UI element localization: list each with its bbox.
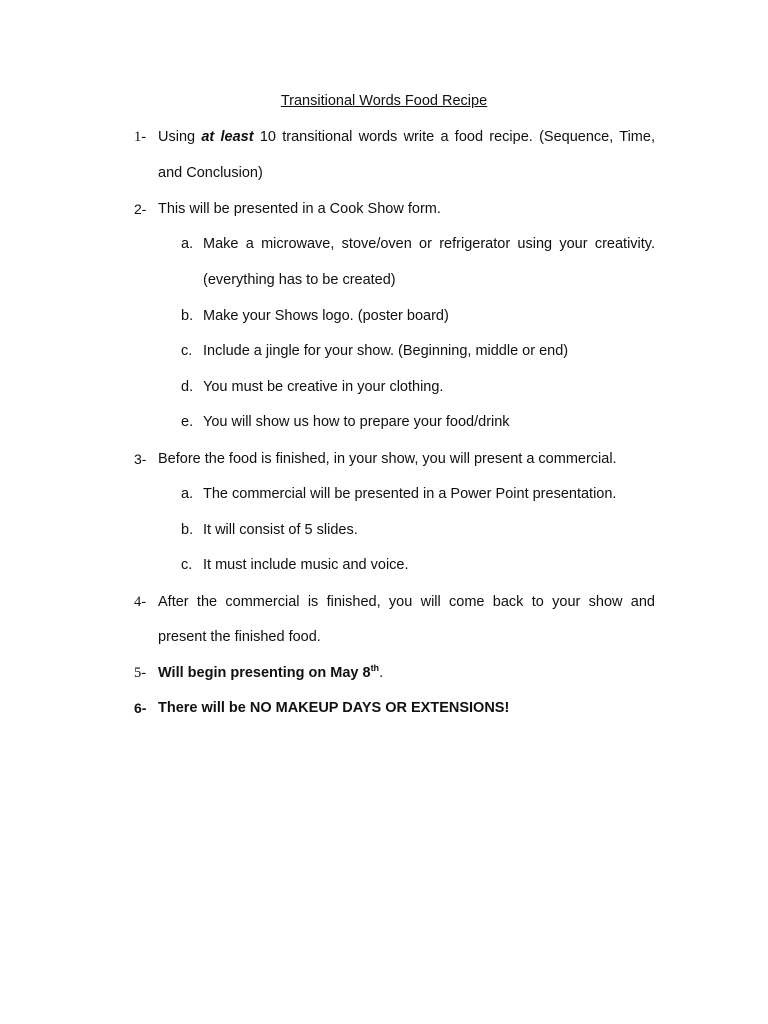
item-text: There will be NO MAKEUP DAYS OR EXTENSIONS! xyxy=(158,700,510,716)
item-number: 2- xyxy=(134,201,147,217)
sub-item-letter: b. xyxy=(181,522,194,538)
item-number: 1- xyxy=(134,129,147,145)
item-text-continuation: and Conclusion) xyxy=(158,165,263,181)
item-text: Before the food is finished, in your show, you will present a commercial. xyxy=(158,451,617,467)
sub-item-text: It must include music and voice. xyxy=(203,557,409,573)
sub-item-text: You will show us how to prepare your food/drink xyxy=(203,414,510,430)
item-superscript: th xyxy=(370,663,380,673)
item-text-part: Will begin presenting on May 8 xyxy=(158,665,371,681)
sub-item-letter: c. xyxy=(181,557,193,573)
item-number: 4- xyxy=(134,594,147,610)
item-text: This will be presented in a Cook Show form. xyxy=(158,201,441,217)
sub-item-letter: c. xyxy=(181,343,193,359)
item-text: After the commercial is finished, you will come back to your show and xyxy=(158,594,655,610)
item-text xyxy=(158,127,655,147)
sub-item-letter: d. xyxy=(181,379,194,395)
sub-item-text: Make a microwave, stove/oven or refrigerator using your creativity. xyxy=(203,236,655,252)
item-emphasis: at least xyxy=(201,129,254,145)
document-title: Transitional Words Food Recipe xyxy=(280,93,488,109)
item-number: 6- xyxy=(134,700,147,716)
item-text-continuation: present the finished food. xyxy=(158,629,321,645)
sub-item-letter: a. xyxy=(181,486,194,502)
item-number: 3- xyxy=(134,451,147,467)
item-text-part: . xyxy=(379,665,384,681)
sub-item-text: It will consist of 5 slides. xyxy=(203,522,358,538)
sub-item-text: You must be creative in your clothing. xyxy=(203,379,444,395)
item-number: 5- xyxy=(134,665,147,681)
sub-item-text: Include a jingle for your show. (Beginning, middle or end) xyxy=(203,343,569,359)
sub-item-letter: b. xyxy=(181,308,194,324)
item-text-part: 10 transitional words write a food recipe. (Sequence, Time, xyxy=(253,129,655,145)
sub-item-text: Make your Shows logo. (poster board) xyxy=(203,308,449,324)
item-text-part: Using xyxy=(158,129,202,145)
sub-item-text-continuation: (everything has to be created) xyxy=(203,272,396,288)
item-text xyxy=(158,663,655,683)
sub-item-letter: e. xyxy=(181,414,194,430)
sub-item-letter: a. xyxy=(181,236,194,252)
sub-item-text: The commercial will be presented in a Power Point presentation. xyxy=(203,486,617,502)
